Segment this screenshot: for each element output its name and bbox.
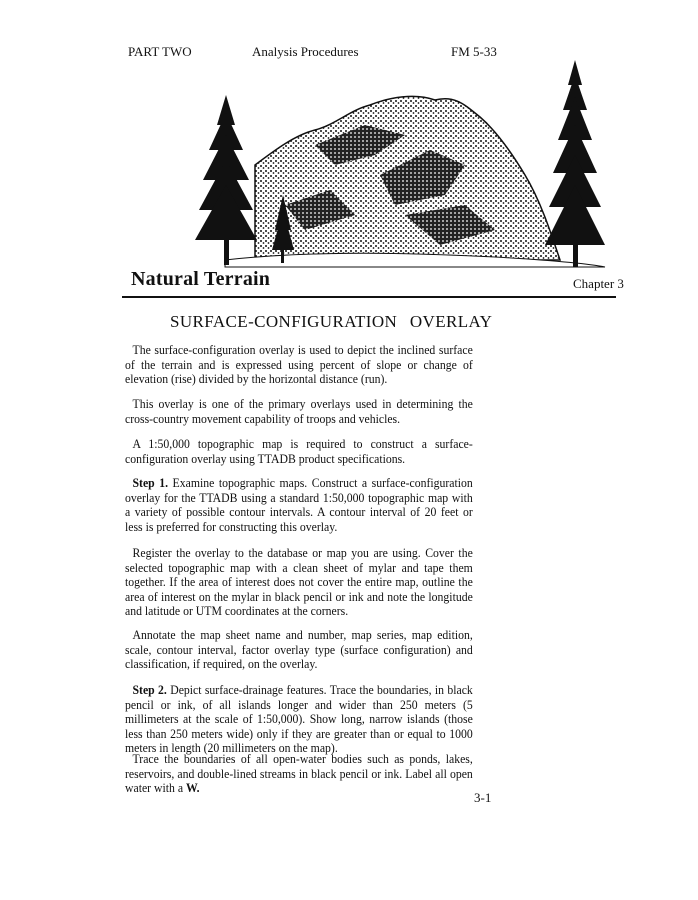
mountain-and-pine-trees-icon	[165, 55, 635, 275]
paragraph-map-requirement: A 1:50,000 topographic map is required to construct a surface-configuration overlay using TTADB product specifications.	[125, 437, 473, 466]
pine-tree-right	[545, 60, 605, 267]
open-water-label: W.	[186, 781, 200, 795]
title-rule	[122, 296, 616, 298]
paragraph-annotate: Annotate the map sheet name and number, map series, map edition, scale, contour interval, factor overlay type (surface configuration) and classification, if required, on the overlay.	[125, 628, 473, 671]
chapter-title: Natural Terrain	[131, 268, 271, 290]
paragraph-definition: The surface-configuration overlay is used to depict the inclined surface of the terrain and is expressed using percent of slope or change of elevation (rise) divided by the horizontal distance (run).	[125, 343, 473, 386]
section-heading: SURFACE-CONFIGURATION OVERLAY	[170, 312, 493, 331]
paragraph-step-2	[125, 683, 473, 756]
paragraph-register-overlay: Register the overlay to the database or map you are using. Cover the selected topographic map with a clean sheet of mylar and tape them together. If the area of interest does not cover the entire map, outline the area of interest on the mylar in black pencil or ink and note the longitude and latitude or UTM coordinates at the corners.	[125, 546, 473, 618]
chapter-number: Chapter 3	[573, 276, 624, 291]
open-water-text: Trace the boundaries of all open-water bodies such as ponds, lakes, reservoirs, and double-lined streams in black pencil or ink. Label all open water with a	[125, 752, 473, 795]
header-part: PART TWO	[128, 44, 192, 59]
step-1-text: Examine topographic maps. Construct a surface-configuration overlay for the TTADB using a standard 1:50,000 topographic map with a variety of possible contour intervals. A contour interval of 20 feet or less is preferred for constructing this overlay.	[125, 476, 473, 534]
header-manual-number: FM 5-33	[451, 44, 497, 59]
step-2-label: Step 2.	[132, 683, 167, 697]
paragraph-purpose: This overlay is one of the primary overlays used in determining the cross-country movement capability of troops and vehicles.	[125, 397, 473, 426]
paragraph-step-1	[125, 476, 473, 534]
pine-tree-left	[195, 95, 257, 265]
header-section: Analysis Procedures	[252, 44, 359, 59]
page-number: 3-1	[474, 790, 492, 805]
step-2-text: Depict surface-drainage features. Trace the boundaries, in black pencil or ink, of all islands longer and wider than 250 meters (5 millimeters at the scale of 1:50,000). Show long, narrow islands (those less than 250 meters wide) only if they are greater than or equal to 1000 meters in length (20 millimeters on the map).	[125, 683, 473, 755]
paragraph-open-water	[125, 752, 473, 796]
step-1-label: Step 1.	[132, 476, 169, 490]
